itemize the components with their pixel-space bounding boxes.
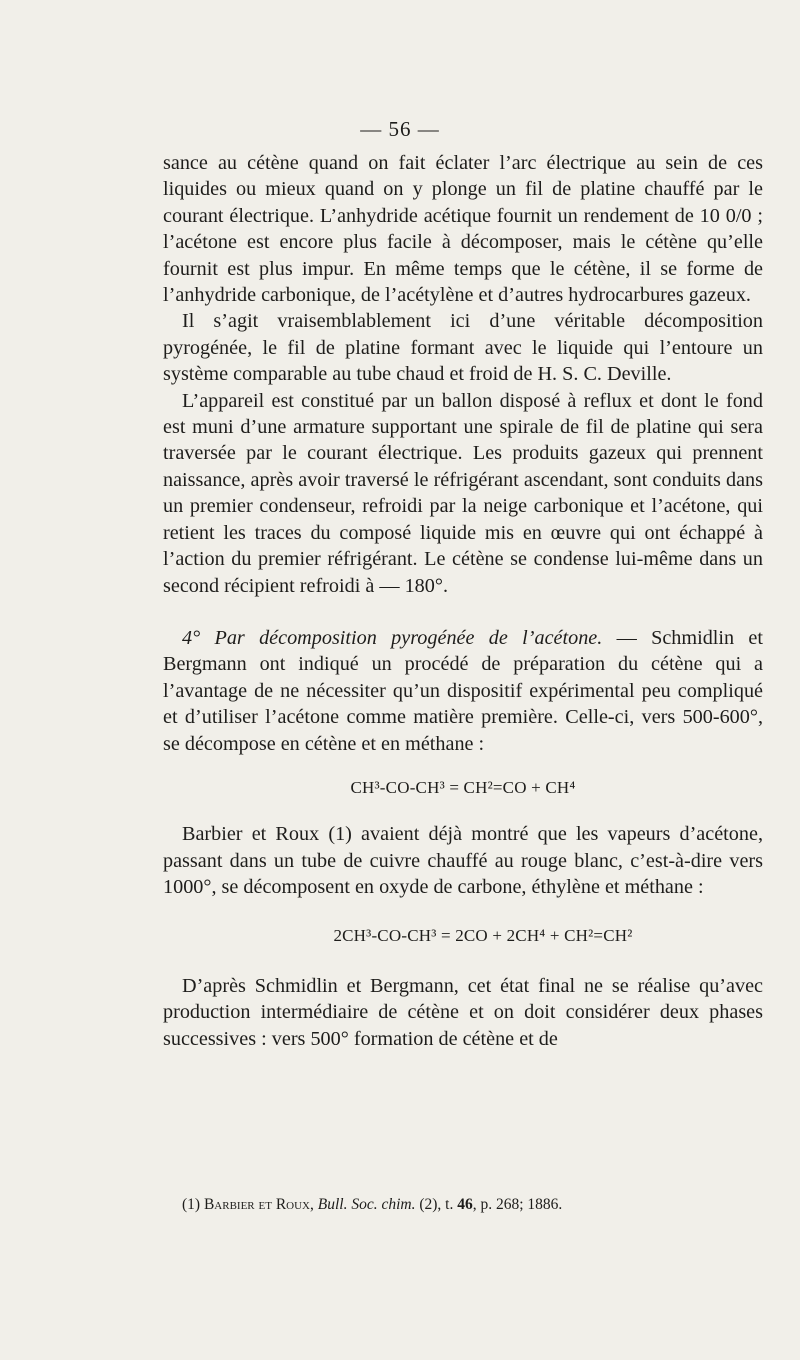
footnote-journal: Bull. Soc. chim. xyxy=(313,1196,416,1213)
paragraph-5: Barbier et Roux (1) avaient déjà montré que les vapeurs d’acétone, passant dans un tube de cuivre chauffé au rouge blanc, c’est-à-dire vers 1000°, se décomposent en oxyde de carbone, éthylène et méthane : xyxy=(163,823,763,899)
paragraph-3: L’appareil est constitué par un ballon disposé à reflux et dont le fond est muni d’une armature supportant une spirale de fil de platine qui sera traversée par le courant électrique. Les produits gazeux qui prennent naissance, après avoir traversé le réfrigérant ascendant, sont conduits dans un premier condenseur, refroidi par la neige carbonique et l’acétone, qui retient les traces du composé liquide mis en œuvre qui ont échappé à l’action du premier réfrigérant. Le cétène se condense lui-même dans un second récipient refroidi à — 180°. xyxy=(163,389,763,597)
footnote xyxy=(182,1195,742,1215)
footnote-rest: , p. 268; 1886. xyxy=(472,1196,563,1213)
paragraph-1: sance au cétène quand on fait éclater l’arc électrique au sein de ces liquides ou mieux quand on y plonge un fil de platine chauffé par le courant électrique. L’anhydride acétique fournit un rendement de 10 0/0 ; l’acétone est encore plus facile à décomposer, mais le cétène qu’elle fournit est plus impur. En même temps que le cétène, il se forme de l’anhydride carbonique, de l’acétylène et d’autres hydrocarbures gazeux. xyxy=(163,152,763,307)
formula-2: 2CH³-CO-CH³ = 2CO + 2CH⁴ + CH²=CH² xyxy=(333,925,633,945)
formula-1: CH³-CO-CH³ = CH²=CO + CH⁴ xyxy=(350,777,576,797)
paragraph-4 xyxy=(163,625,763,757)
footnote-volume: 46 xyxy=(457,1196,473,1213)
paragraph-2: Il s’agit vraisemblablement ici d’une véritable décomposition pyrogénée, le fil de platine formant avec le liquide qui l’entoure un système comparable au tube chaud et froid de H. S. C. Deville. xyxy=(163,310,763,386)
paragraph-4-body: — Schmidlin et Bergmann ont indiqué un procédé de préparation du cétène qui a l’avantage de ne nécessiter qu’un dispositif expérimental peu compliqué et d’utiliser l’acétone comme matière première. Celle-ci, vers 500-600°, se décompose en cétène et en méthane : xyxy=(163,626,763,755)
footnote-series: (2), t. xyxy=(415,1196,458,1213)
section-heading: 4° Par décomposition pyrogénée de l’acétone. xyxy=(182,626,603,649)
body-text xyxy=(163,150,763,1052)
paragraph-6: D’après Schmidlin et Bergmann, cet état final ne se réalise qu’avec production intermédiaire de cétène et on doit considérer deux phases successives : vers 500° formation de cétène et de xyxy=(163,974,763,1050)
footnote-authors: Barbier et Roux, xyxy=(203,1196,314,1213)
footnote-marker: (1) xyxy=(182,1196,204,1213)
page-number: — 56 — xyxy=(360,117,440,141)
